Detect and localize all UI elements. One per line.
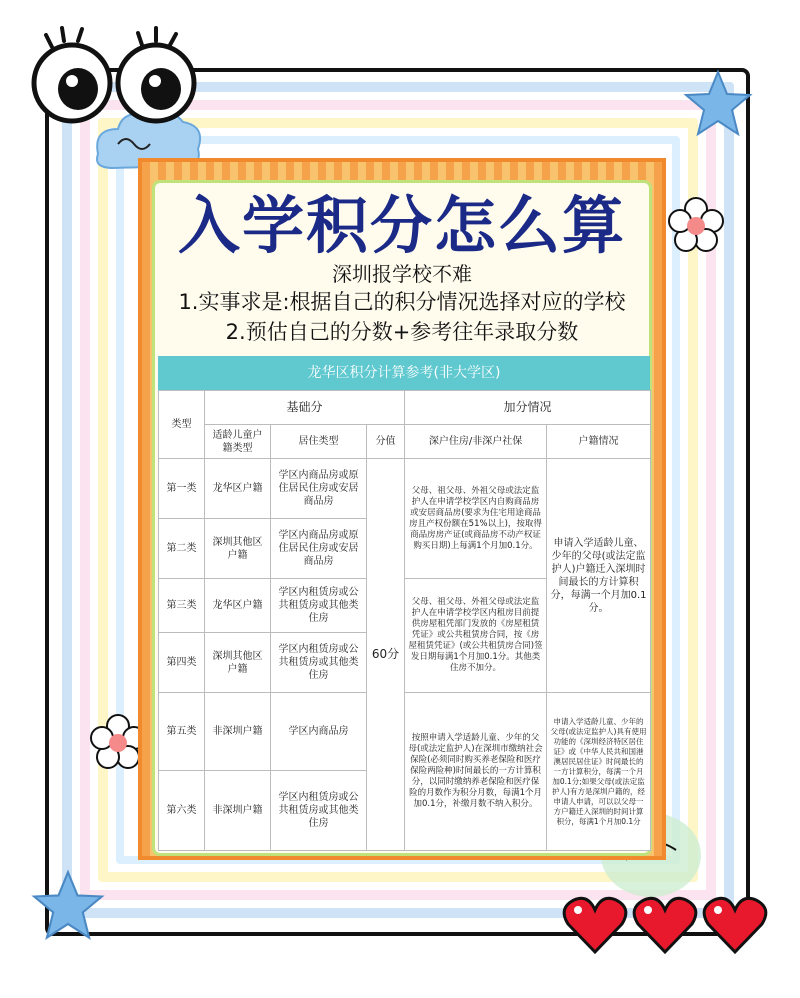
table-row [159, 459, 651, 519]
row-type: 第二类 [159, 519, 205, 579]
star-icon-top-right [682, 68, 754, 140]
row-huji: 深圳其他区户籍 [205, 633, 271, 693]
header-base-score: 基础分 [205, 391, 405, 425]
row-type: 第四类 [159, 633, 205, 693]
header-score: 分值 [367, 425, 405, 459]
row-huji: 非深圳户籍 [205, 771, 271, 851]
table-header-row-2 [159, 425, 651, 459]
flower-icon-right [666, 195, 726, 255]
row-huji: 深圳其他区户籍 [205, 519, 271, 579]
row-living: 学区内商品房 [271, 693, 367, 771]
header-house-social: 深户住房/非深户社保 [405, 425, 547, 459]
score-table [158, 390, 651, 851]
subtitle-line-1: 深圳报学校不难 [332, 262, 472, 286]
subtitle-line-2: 1.实事求是:根据自己的积分情况选择对应的学校 [178, 290, 626, 314]
table-row [159, 693, 651, 771]
heart-icon [704, 898, 766, 952]
row-living: 学区内租赁房或公共租赁房或其他类住房 [271, 771, 367, 851]
bonus-residence-permit: 申请入学适龄儿童、少年的父母(或法定监护人)具有使用功能的《深圳经济特区居住证》或《中华人民共和国港澳居民居住证》时间最长的一方计算积分，每满一个月加0.1分;如果父母(或法定监护人)有方是深圳户籍的，经申请人申请，可以以父母一方户籍迁入深圳的时间计算积分，每满1个月加0.1分 [547, 693, 651, 851]
bonus-house-owned: 父母、祖父母、外祖父母或法定监护人在申请学校学区内自购商品房或安居商品房(要求为住宅用途商品房且产权份额在51%以上)，按取得商品房房产证(或商品房不动产权证购买日期)上每满1个月加0.1分。 [405, 459, 547, 579]
bonus-huji-shenzhen: 申请入学适龄儿童、少年的父母(或法定监护人)户籍迁入深圳时间最长的方计算积分，每满一个月加0.1分。 [547, 459, 651, 693]
page-title: 入学积分怎么算 [177, 189, 626, 262]
row-type: 第一类 [159, 459, 205, 519]
row-type: 第三类 [159, 579, 205, 633]
subtitle-line-3: 2.预估自己的分数+参考往年录取分数 [225, 320, 579, 344]
header-huji-status: 户籍情况 [547, 425, 651, 459]
table-caption: 龙华区积分计算参考(非大学区) [158, 356, 650, 390]
hearts-decoration [560, 890, 780, 960]
row-type: 第五类 [159, 693, 205, 771]
bonus-house-rented: 父母、祖父母、外祖父母或法定监护人在申请学校学区内租房目前提供房屋租凭部门发放的《房屋租赁凭证》或公共租赁房合同，按《房屋租赁凭证》(或公共租赁房合同)签发日期每满1个月加0.1分。其他类住房不加分。 [405, 579, 547, 693]
heart-icon [564, 898, 626, 952]
row-huji: 龙华区户籍 [205, 579, 271, 633]
row-living: 学区内商品房或原住居民住房或安居商品房 [271, 519, 367, 579]
header-living-type: 居住类型 [271, 425, 367, 459]
star-icon-bottom-left [30, 868, 106, 944]
header-bonus: 加分情况 [405, 391, 651, 425]
header-type: 类型 [159, 391, 205, 459]
row-living: 学区内商品房或原住居民住房或安居商品房 [271, 459, 367, 519]
eyes-decoration [30, 25, 200, 125]
heart-icon [634, 898, 696, 952]
row-huji: 龙华区户籍 [205, 459, 271, 519]
header-huji-type: 适龄儿童户籍类型 [205, 425, 271, 459]
score-value: 60分 [367, 459, 405, 851]
row-living: 学区内租赁房或公共租赁房或其他类住房 [271, 633, 367, 693]
bonus-social-insurance: 按照申请入学适龄儿童、少年的父母(或法定监护人)在深圳市缴纳社会保险(必须同时购买养老保险和医疗保险两险种)时间最长的一方计算积分，以同时缴纳养老保险和医疗保险的月数作为积分月数，每满1个月加0.1分，补缴月数不纳入积分。 [405, 693, 547, 851]
row-huji: 非深圳户籍 [205, 693, 271, 771]
row-type: 第六类 [159, 771, 205, 851]
table-header-row-1 [159, 391, 651, 425]
row-living: 学区内租赁房或公共租赁房或其他类住房 [271, 579, 367, 633]
